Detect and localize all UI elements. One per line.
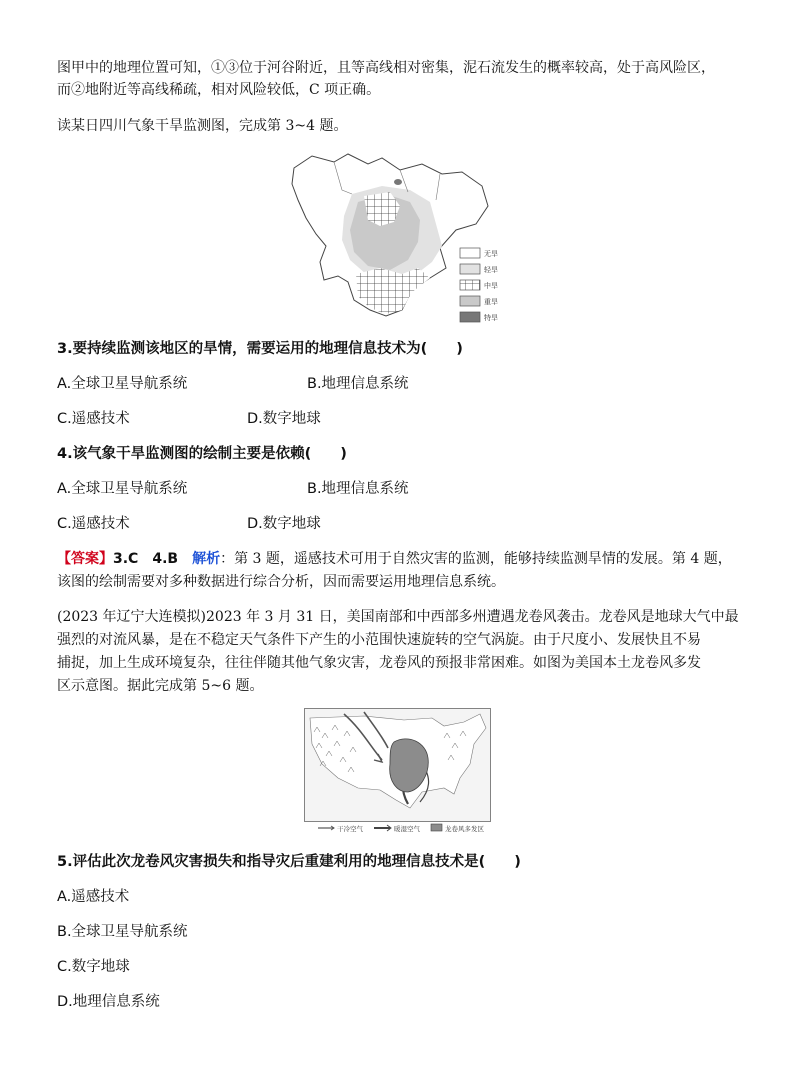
- legend-severe-drought: 重旱: [484, 298, 498, 306]
- legend-tornado-zone: 龙卷风多发区: [445, 825, 484, 833]
- drought-legend: [460, 248, 498, 322]
- intro-line-1: 图甲中的地理位置可知，①③位于河谷附近，且等高线相对密集，泥石流发生的概率较高，处于高风险区，: [57, 60, 715, 76]
- passage-line-1: (2023 年辽宁大连模拟)2023 年 3 月 31 日，美国南部和中西部多州遭遇龙卷风袭击。龙卷风是地球大气中最: [57, 609, 739, 625]
- legend-moderate-drought: 中旱: [484, 282, 498, 290]
- passage-line-2: 强烈的对流风暴，是在不稳定天气条件下产生的小范围快速旋转的空气涡旋。由于尺度小、发展快且不易: [57, 632, 701, 648]
- q4-option-c[interactable]: C.遥感技术: [57, 516, 130, 532]
- question-5-stem: 5.评估此次龙卷风灾害损失和指导灾后重建利用的地理信息技术是( ): [57, 854, 521, 870]
- passage-line-3: 捕捉，加上生成环境复杂，往往伴随其他气象灾害，龙卷风的预报非常困难。如图为美国本土龙卷风多发: [57, 655, 701, 671]
- extreme-drought-spot: [394, 179, 402, 185]
- legend-cold-air: 干冷空气: [337, 825, 363, 833]
- analysis-text-2: 该图的绘制需要对多种数据进行综合分析，因而需要运用地理信息系统。: [57, 574, 505, 590]
- q3-option-d[interactable]: D.数字地球: [247, 411, 321, 427]
- q3-option-a[interactable]: A.全球卫星导航系统: [57, 376, 188, 392]
- q4-option-d[interactable]: D.数字地球: [247, 516, 321, 532]
- q3-option-b[interactable]: B.地理信息系统: [307, 376, 409, 392]
- q3-option-c[interactable]: C.遥感技术: [57, 411, 130, 427]
- passage-line-4: 区示意图。据此完成第 5~6 题。: [57, 678, 264, 694]
- answer-line-1: [57, 548, 747, 571]
- analysis-text-1: ：第 3 题，遥感技术可用于自然灾害的监测，能够持续监测旱情的发展。第 4 题，: [220, 551, 732, 567]
- section-3-4-lead: 读某日四川气象干旱监测图，完成第 3~4 题。: [57, 118, 348, 134]
- q5-option-b[interactable]: B.全球卫星导航系统: [57, 924, 188, 940]
- sichuan-drought-map: [290, 150, 515, 325]
- legend-light-drought: 轻旱: [484, 266, 498, 274]
- q4-option-a[interactable]: A.全球卫星导航系统: [57, 481, 188, 497]
- us-tornado-map: [304, 708, 491, 834]
- legend-no-drought: 无旱: [484, 250, 498, 258]
- analysis-tag: 解析: [192, 551, 221, 567]
- question-4-stem: 4.该气象干旱监测图的绘制主要是依赖( ): [57, 446, 347, 462]
- answer-tag: 【答案】: [57, 551, 113, 567]
- answer-value: 3.C 4.B: [113, 551, 179, 567]
- q4-option-b[interactable]: B.地理信息系统: [307, 481, 409, 497]
- intro-line-2: 而②地附近等高线稀疏，相对风险较低，C 项正确。: [57, 82, 381, 98]
- question-3-stem: 3.要持续监测该地区的旱情，需要运用的地理信息技术为( ): [57, 341, 463, 357]
- legend-warm-air: 暖湿空气: [394, 825, 420, 833]
- q5-option-c[interactable]: C.数字地球: [57, 959, 130, 975]
- tornado-legend: [318, 824, 485, 833]
- q5-option-a[interactable]: A.遥感技术: [57, 889, 130, 905]
- q5-option-d[interactable]: D.地理信息系统: [57, 994, 160, 1010]
- legend-extreme-drought: 特旱: [484, 314, 498, 322]
